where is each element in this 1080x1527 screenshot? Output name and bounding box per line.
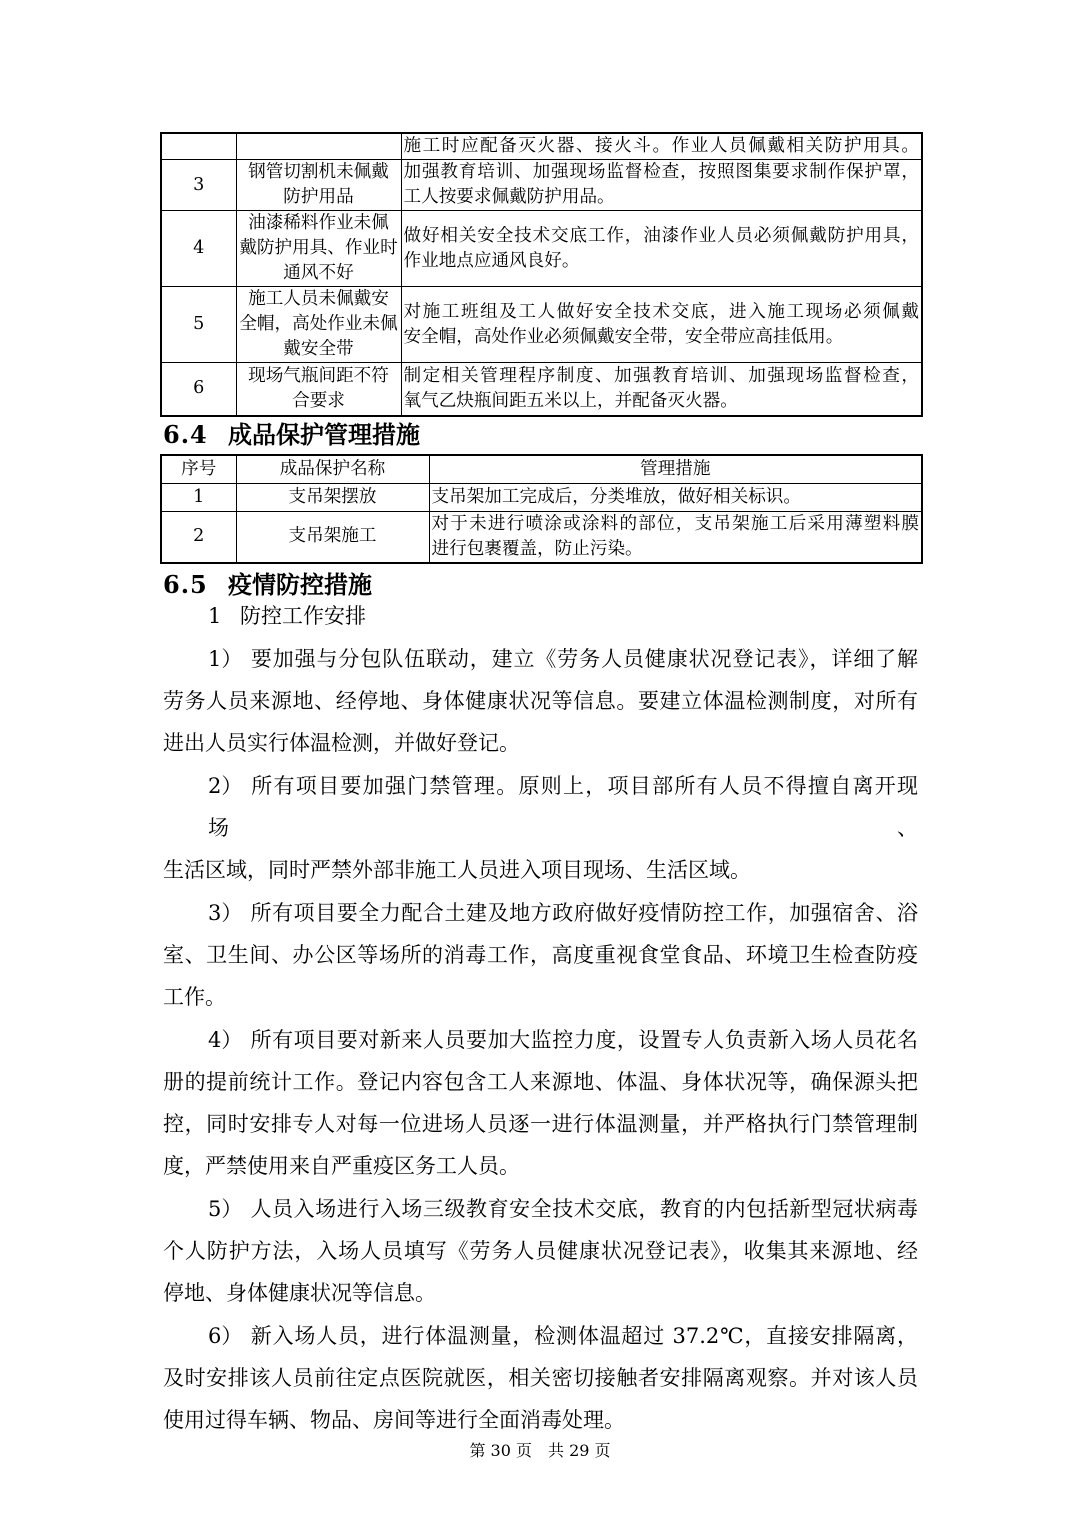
paragraph-line: 度，严禁使用来自严重疫区务工人员。 (163, 1154, 520, 1178)
section-heading-6-4 (163, 420, 420, 450)
paragraph-line (163, 892, 918, 934)
paragraph-3 (163, 892, 918, 1018)
paragraph-line: 及时安排该人员前往定点医院就医，相关密切接触者安排隔离观察。并对该人员 (163, 1366, 918, 1390)
paragraph-label: 3） (208, 901, 243, 925)
subsection-title: 防控工作安排 (240, 604, 366, 628)
section-number: 6.4 (163, 420, 208, 449)
paragraph-line: 停地、身体健康状况等信息。 (163, 1281, 436, 1305)
paragraph-1 (163, 638, 918, 764)
row-number-cell: 1 (161, 483, 236, 511)
table-row (161, 363, 922, 416)
table-row (161, 133, 922, 160)
measures-cell (401, 160, 922, 211)
subsection-number: 1 (208, 604, 222, 628)
protection-name-cell: 支吊架施工 (236, 511, 429, 563)
table-row (161, 160, 922, 211)
paragraph-5 (163, 1188, 918, 1314)
hazard-item-line: 戴防护用具、作业时 (239, 238, 398, 258)
measures-line: 制定相关管理程序制度、加强教育培训、加强现场监督检查， (403, 365, 919, 386)
paragraph-line: 室、卫生间、办公区等场所的消毒工作，高度重视食堂食品、环境卫生检查防疫 (163, 943, 918, 967)
measures-line: 作业地点应通风良好。 (403, 250, 580, 271)
paragraph-text: 所有项目要全力配合土建及地方政府做好疫情防控工作，加强宿舍、浴 (250, 901, 918, 925)
paragraph-line (163, 638, 918, 680)
hazard-item-line: 钢管切割机未佩戴 (248, 162, 389, 182)
column-header: 成品保护名称 (236, 455, 429, 483)
paragraph-label: 2） (208, 774, 243, 798)
row-number-cell (161, 133, 236, 160)
hazard-item-cell (236, 363, 401, 416)
table-row (161, 511, 922, 563)
hazard-item-cell (236, 133, 401, 160)
measures-cell (401, 211, 922, 287)
measures-cell (401, 133, 922, 160)
measures-line: 支吊架加工完成后，分类堆放，做好相关标识。 (431, 486, 801, 507)
measures-line: 做好相关安全技术交底工作，油漆作业人员必须佩戴防护用具， (403, 225, 919, 246)
paragraph-2 (163, 765, 918, 891)
paragraph-4 (163, 1019, 918, 1187)
measures-cell (429, 511, 922, 563)
row-number-cell: 3 (161, 160, 236, 211)
table-row (161, 287, 922, 363)
paragraph-line (163, 765, 918, 849)
hazard-item-line: 施工人员未佩戴安 (248, 289, 389, 309)
paragraph-label: 6） (208, 1324, 243, 1348)
paragraph-line (163, 1019, 918, 1061)
paragraph-line: 工作。 (163, 985, 226, 1009)
paragraph-line: 控，同时安排专人对每一位进场人员逐一进行体温测量，并严格执行门禁管理制 (163, 1112, 918, 1136)
paragraph-text: 所有项目要对新来人员要加大监控力度，设置专人负责新入场人员花名 (250, 1028, 918, 1052)
row-number-cell: 2 (161, 511, 236, 563)
table-header-row (161, 455, 922, 483)
paragraph-text: 新入场人员，进行体温测量，检测体温超过 37.2℃，直接安排隔离， (250, 1324, 918, 1348)
measures-line: 施工时应配备灭火器、接火斗。作业人员佩戴相关防护用具。 (403, 136, 919, 156)
hazard-item-line: 通风不好 (283, 263, 354, 283)
paragraph-6 (163, 1315, 918, 1441)
measures-line: 加强教育培训、加强现场监督检查，按照图集要求制作保护罩， (403, 162, 919, 182)
measures-cell (401, 363, 922, 416)
paragraph-label: 5） (208, 1197, 243, 1221)
body-text (163, 638, 918, 1442)
table-row (161, 211, 922, 287)
paragraph-line (163, 1315, 918, 1357)
paragraph-line: 劳务人员来源地、经停地、身体健康状况等信息。要建立体温检测制度，对所有 (163, 689, 918, 713)
subsection-heading (208, 602, 366, 630)
row-number-cell: 5 (161, 287, 236, 363)
paragraph-text: 要加强与分包队伍联动，建立《劳务人员健康状况登记表》，详细了解 (250, 647, 918, 671)
measures-line: 氧气乙炔瓶间距五米以上，并配备灭火器。 (403, 390, 738, 411)
product-protection-table (160, 454, 923, 564)
measures-cell (401, 287, 922, 363)
hazard-item-line: 防护用品 (283, 187, 354, 207)
paragraph-text: 人员入场进行入场三级教育安全技术交底，教育的内包括新型冠状病毒 (250, 1197, 918, 1221)
table-row (161, 483, 922, 511)
row-number-cell: 6 (161, 363, 236, 416)
measures-line: 安全帽，高处作业必须佩戴安全带，安全带应高挂低用。 (403, 326, 844, 347)
hazard-item-cell (236, 287, 401, 363)
paragraph-label: 1） (208, 647, 243, 671)
protection-name-cell: 支吊架摆放 (236, 483, 429, 511)
safety-measures-table (160, 132, 923, 417)
paragraph-text: 所有项目要加强门禁管理。原则上，项目部所有人员不得擅自离开现场、 (208, 774, 918, 840)
hazard-item-line: 合要求 (292, 390, 345, 411)
section-number: 6.5 (163, 570, 208, 599)
hazard-item-line: 戴安全带 (283, 339, 354, 359)
measures-line: 进行包裹覆盖，防止污染。 (431, 538, 643, 559)
paragraph-line: 册的提前统计工作。登记内容包含工人来源地、体温、身体状况等，确保源头把 (163, 1070, 918, 1094)
hazard-item-cell (236, 160, 401, 211)
paragraph-line (163, 1188, 918, 1230)
page-footer: 第 30 页 共 29 页 (469, 1441, 611, 1460)
hazard-item-cell (236, 211, 401, 287)
column-header: 管理措施 (429, 455, 922, 483)
paragraph-line: 个人防护方法，入场人员填写《劳务人员健康状况登记表》，收集其来源地、经 (163, 1239, 918, 1263)
paragraph-line: 进出人员实行体温检测，并做好登记。 (163, 731, 520, 755)
row-number-cell: 4 (161, 211, 236, 287)
column-header: 序号 (161, 455, 236, 483)
measures-line: 工人按要求佩戴防护用品。 (403, 187, 615, 207)
paragraph-line: 使用过得车辆、物品、房间等进行全面消毒处理。 (163, 1408, 625, 1432)
hazard-item-line: 油漆稀料作业未佩 (248, 213, 389, 233)
section-title: 疫情防控措施 (228, 570, 372, 599)
hazard-item-line: 现场气瓶间距不符 (248, 365, 389, 386)
measures-line: 对于未进行喷涂或涂料的部位，支吊架施工后采用薄塑料膜 (431, 513, 919, 534)
measures-line: 对施工班组及工人做好安全技术交底，进入施工现场必须佩戴 (403, 301, 919, 322)
section-title: 成品保护管理措施 (228, 420, 420, 449)
hazard-item-line: 全帽，高处作业未佩 (239, 314, 398, 334)
section-heading-6-5 (163, 570, 372, 600)
measures-cell (429, 483, 922, 511)
paragraph-label: 4） (208, 1028, 243, 1052)
paragraph-line: 生活区域，同时严禁外部非施工人员进入项目现场、生活区域。 (163, 858, 751, 882)
